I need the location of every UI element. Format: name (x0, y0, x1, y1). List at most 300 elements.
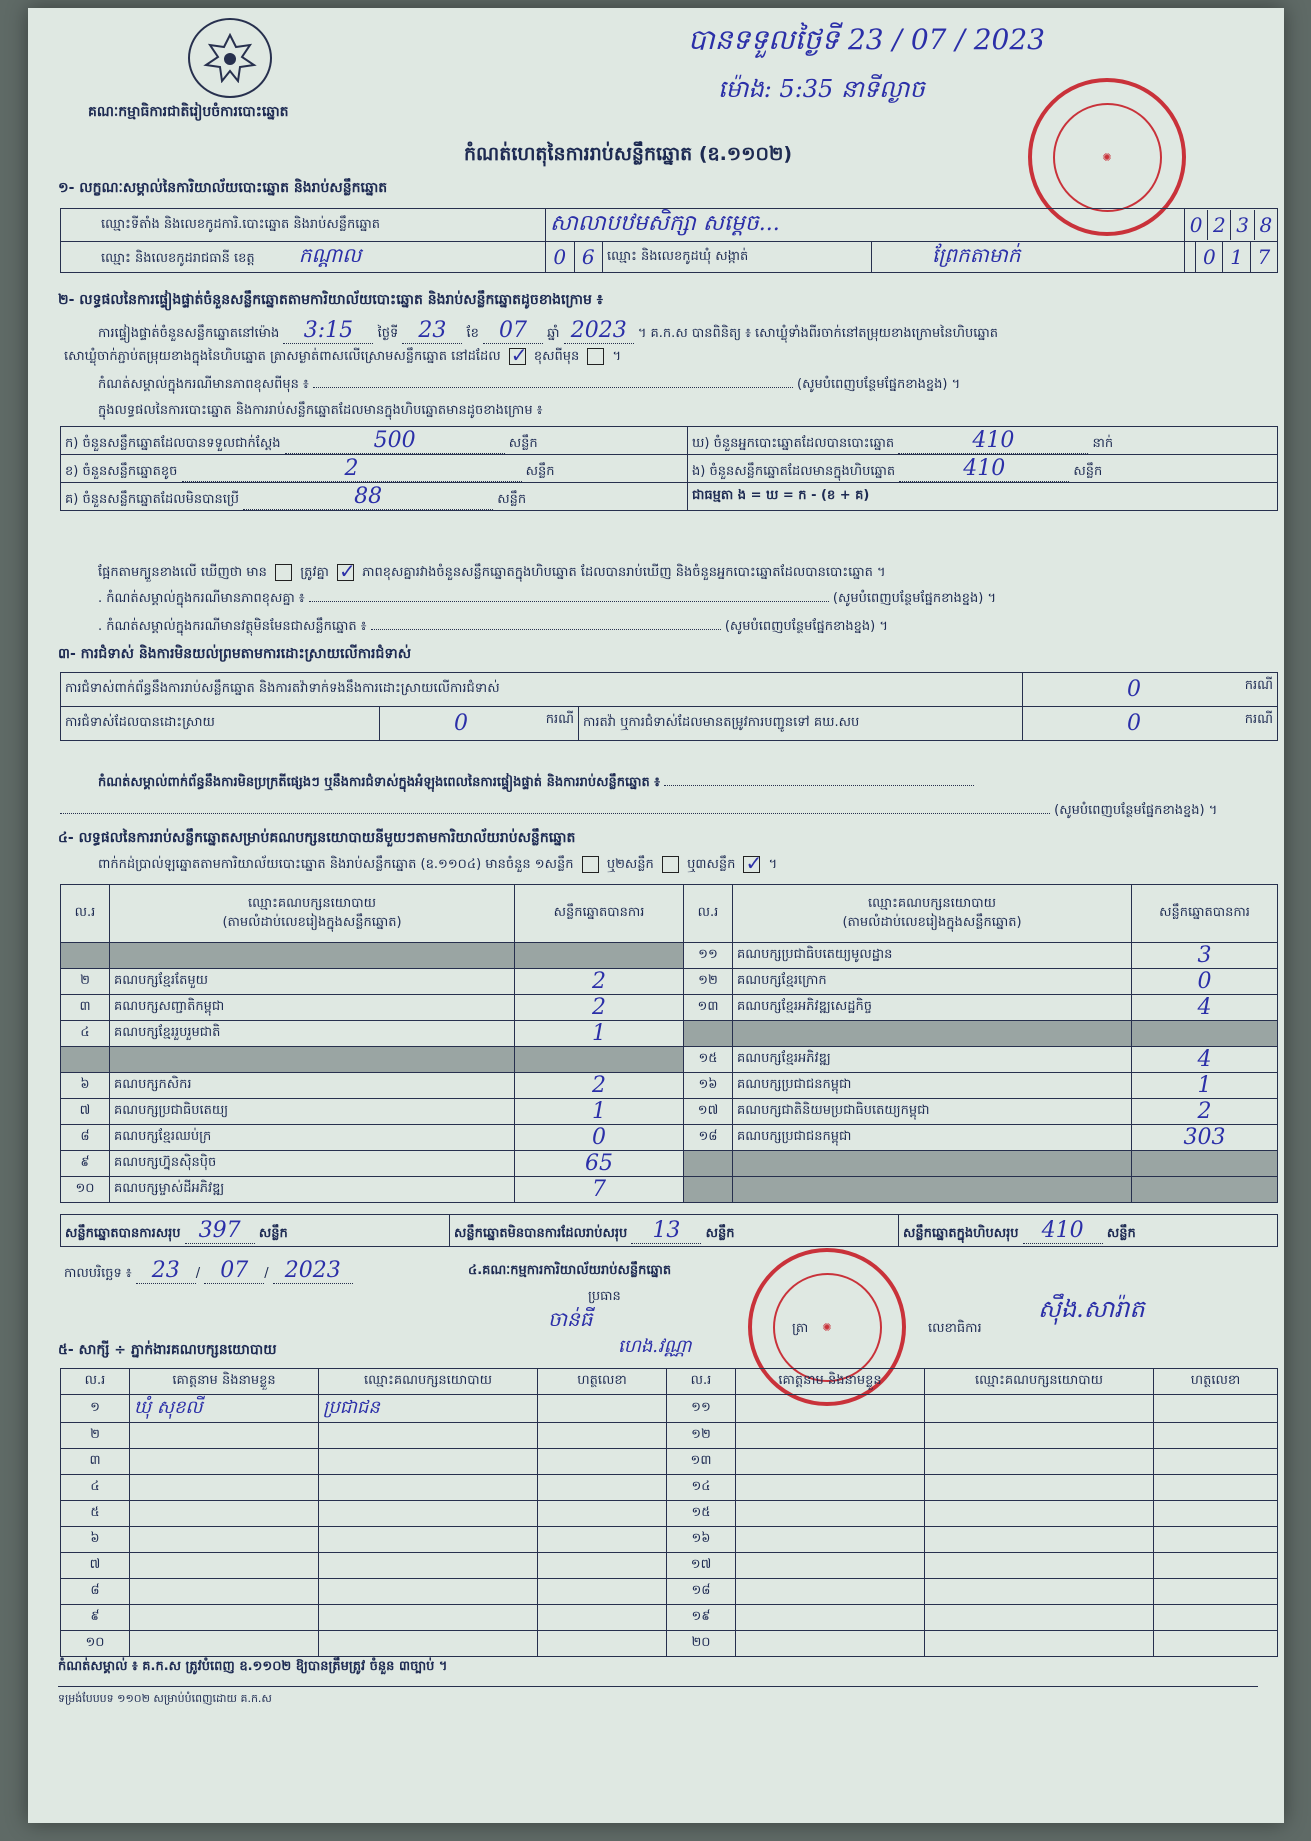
witness-no: ១៤ (667, 1475, 736, 1501)
witness-party[interactable] (319, 1553, 538, 1579)
witness-row (61, 1527, 1278, 1553)
party-no (61, 1047, 110, 1073)
match-checkbox[interactable] (337, 564, 354, 581)
voters-value: 410 (898, 428, 1088, 454)
box-total: 410 (1023, 1218, 1103, 1244)
party-votes: 0 (1132, 969, 1278, 995)
unit-label: នាក់ (1092, 435, 1114, 451)
witness-party[interactable] (925, 1449, 1154, 1475)
valid-total: 397 (185, 1218, 255, 1244)
chair-label: ប្រធាន (588, 1289, 621, 1304)
verify-month: 07 (483, 318, 543, 344)
col-name: គោត្តនាម និងនាមខ្លួន (130, 1369, 319, 1395)
witness-no: ១៨ (667, 1579, 736, 1605)
witness-signature[interactable] (538, 1527, 667, 1553)
witness-name[interactable] (736, 1605, 925, 1631)
changed-label: ខុសពីមុន (533, 349, 580, 364)
party-row (61, 1177, 1278, 1203)
witness-signature[interactable] (1154, 1527, 1278, 1553)
col-party (110, 885, 515, 943)
change-note-field[interactable] (313, 387, 793, 388)
col-sign: ហត្ថលេខា (538, 1369, 667, 1395)
objection-count: 0 (1127, 677, 1141, 702)
note-hint: (សូមបំពេញបន្ថែមផ្នែកខាងខ្នង) ។ (1054, 803, 1218, 818)
seal-check-line: សោឃ្លុំចាក់ភ្ជាប់តម្រុយខាងក្នុងនៃហិបឆ្នោត ត្រាសម្ងាត់ពាសលើស្រោមសន្លឹកឆ្នោត នៅដដែល ✓ ខុសពីមុន ។ (64, 348, 621, 367)
witness-no: ៦ (61, 1527, 130, 1553)
witness-no: ២ (61, 1423, 130, 1449)
col-party: ឈ្មោះគណបក្សនយោបាយ (319, 1369, 538, 1395)
witness-name[interactable] (736, 1579, 925, 1605)
col-no: ល.រ (61, 885, 110, 943)
party-no (61, 943, 110, 969)
unit-label: សន្លឹក (1073, 463, 1103, 479)
col-no: ល.រ (667, 1369, 736, 1395)
party-name: គណបក្សប្រជាជនកម្ពុជា (733, 1073, 1132, 1099)
party-no: ៦ (61, 1073, 110, 1099)
objection-count-cell (1023, 673, 1278, 707)
witness-party[interactable] (925, 1605, 1154, 1631)
resolved-count: 0 (454, 711, 468, 736)
invalid-total: 13 (631, 1218, 701, 1244)
code-digit: 6 (581, 245, 595, 269)
irregularity-note-line2 (60, 802, 1217, 821)
party-votes: 2 (515, 969, 684, 995)
party-no: ៣ (61, 995, 110, 1021)
witness-signature[interactable] (538, 1605, 667, 1631)
witness-no: ១៧ (667, 1553, 736, 1579)
witness-name[interactable] (130, 1553, 319, 1579)
col-party-sub: (តាមលំដាប់លេខរៀងក្នុងសន្លឹកឆ្នោត) (842, 914, 1022, 930)
sheet-count-line: ពាក់កដ់ប្រាល់ឡឆ្នោតតាមការិយាល័យបោះឆ្នោត និងរាប់សន្លឹកឆ្នោត (ឧ.១១០៤) មានចំនួន ១សន្លឹក ឬ២សន្លឹក ឬ៣សន្លឹក ✓ ។ (98, 856, 777, 875)
voters-row (688, 427, 1278, 455)
party-row (61, 995, 1278, 1021)
party-no: ១៥ (684, 1047, 733, 1073)
section2-heading: ២- លទ្ធផលនៃការផ្ទៀងផ្ទាត់ចំនួនសន្លឹកឆ្នោតតាមការិយាល័យបោះឆ្នោត និងរាប់សន្លឹកឆ្នោតដូចខាងក្រោម ៖ (58, 292, 603, 308)
col-party-title: ឈ្មោះគណបក្សនយោបាយ (868, 895, 996, 911)
witness-party[interactable] (319, 1475, 538, 1501)
party-votes: 7 (515, 1177, 684, 1203)
three-sheet-checkbox[interactable] (743, 856, 760, 873)
witness-name[interactable] (736, 1475, 925, 1501)
case-label: ករណី (545, 712, 574, 727)
party-no: ១២ (684, 969, 733, 995)
sheet-count-text: ពាក់កដ់ប្រាល់ឡឆ្នោតតាមការិយាល័យបោះឆ្នោត និងរាប់សន្លឹកឆ្នោត (ឧ.១១០៤) មានចំនួន ១សន្លឹក (98, 857, 574, 872)
spoiled-ballots-row (61, 455, 688, 483)
verify-text: ការផ្ទៀងផ្ទាត់ចំនួនសន្លឹកឆ្នោតនៅម៉ោង (98, 326, 280, 341)
party-row (61, 1073, 1278, 1099)
witness-signature[interactable] (1154, 1395, 1278, 1423)
discrepancy-note-field[interactable] (309, 601, 829, 602)
witness-no: ១៩ (667, 1605, 736, 1631)
witness-signature[interactable] (1154, 1423, 1278, 1449)
witness-row (61, 1553, 1278, 1579)
witness-name[interactable] (736, 1449, 925, 1475)
witness-party[interactable] (925, 1395, 1154, 1423)
witness-no: ១២ (667, 1423, 736, 1449)
col-party-title: ឈ្មោះគណបក្សនយោបាយ (248, 895, 376, 911)
witness-signature[interactable] (1154, 1579, 1278, 1605)
witness-name: ឃុំ សុខលី (130, 1395, 319, 1423)
party-name (110, 1047, 515, 1073)
col-sign: ហត្ថលេខា (1154, 1369, 1278, 1395)
party-row (61, 1021, 1278, 1047)
party-votes: 65 (515, 1151, 684, 1177)
intact-checkbox[interactable] (509, 348, 526, 365)
code-digit: 7 (1257, 245, 1271, 269)
party-row (61, 969, 1278, 995)
stamp-label: ត្រា (792, 1321, 809, 1336)
box-ballots-value: 410 (899, 456, 1069, 482)
party-votes: 1 (515, 1021, 684, 1047)
verify-text: ថ្ងៃទី (377, 326, 399, 341)
witness-signature[interactable] (538, 1501, 667, 1527)
col-party (733, 885, 1132, 943)
witness-name[interactable] (736, 1527, 925, 1553)
witness-name[interactable] (130, 1475, 319, 1501)
party-name (733, 1177, 1132, 1203)
commune-value: ព្រែកតាមាក់ (872, 242, 1185, 273)
referred-label: ការតវ៉ា ឬការជំទាស់ដែលមានតម្រូវការបញ្ជូនទៅ គឃ.សប (579, 707, 1023, 741)
valid-total-label: សន្លឹកឆ្នោតបានការសរុប (65, 1225, 181, 1241)
commune-label: ឈ្មោះ និងលេខកូដឃុំ សង្កាត់ (603, 242, 872, 273)
party-rows (61, 943, 1278, 1203)
witness-row (61, 1423, 1278, 1449)
party-votes (1132, 1151, 1278, 1177)
date-year: 2023 (273, 1258, 353, 1284)
witness-party[interactable] (319, 1449, 538, 1475)
party-row (61, 1047, 1278, 1073)
section5-heading: ៥- សាក្សី ÷ ភ្នាក់ងារគណបក្សនយោបាយ (58, 1342, 277, 1358)
unit-label: សន្លឹក (508, 435, 538, 451)
party-row (61, 1125, 1278, 1151)
witness-name[interactable] (130, 1501, 319, 1527)
box-ballots-label: ង) ចំនួនសន្លឹកឆ្នោតដែលមានក្នុងហិបឆ្នោត (692, 463, 896, 479)
witness-no: ៣ (61, 1449, 130, 1475)
witness-signature[interactable] (538, 1449, 667, 1475)
party-no: ២ (61, 969, 110, 995)
box-total-cell (899, 1215, 1278, 1247)
party-no (684, 1177, 733, 1203)
party-votes (1132, 1021, 1278, 1047)
form-title: កំណត់ហេតុនៃការរាប់សន្លឹកឆ្នោត (ឧ.១១០២) (464, 143, 793, 165)
party-votes (515, 943, 684, 969)
witness-signature[interactable] (538, 1395, 667, 1423)
party-no: ១៧ (684, 1099, 733, 1125)
discrepancy-note (98, 590, 996, 609)
witness-no: ១០ (61, 1631, 130, 1657)
discrepancy-label: ភាពខុសគ្នារវាងចំនួនសន្លឹកឆ្នោតក្នុងហិបឆ្នោត ដែលបានរាប់ឃើញ និងចំនួនអ្នកបោះឆ្នោតដែលបានបោះឆ្នោត ។ (362, 565, 886, 580)
verify-year: 2023 (564, 318, 634, 344)
col-votes: សន្លឹកឆ្នោតបានការ (515, 885, 684, 943)
witness-name[interactable] (736, 1423, 925, 1449)
irregularity-note-field-2[interactable] (60, 813, 1050, 814)
verify-line (98, 318, 998, 344)
witness-row (61, 1395, 1278, 1423)
party-votes (515, 1047, 684, 1073)
commune-code (1185, 242, 1278, 273)
province-code (546, 242, 603, 273)
party-name: គណបក្សខ្មែរអភិវឌ្ឍសេដ្ឋកិច្ច (733, 995, 1132, 1021)
witness-no: ១ (61, 1395, 130, 1423)
witness-rows (61, 1395, 1278, 1657)
section1-heading: ១- លក្ខណៈសម្គាល់នៃការិយាល័យបោះឆ្នោត និងរាប់សន្លឹកឆ្នោត (58, 180, 388, 196)
box-total-label: សន្លឹកឆ្នោតក្នុងហិបសរុប (903, 1225, 1019, 1241)
witness-party[interactable] (319, 1631, 538, 1657)
box-ballots-row (688, 455, 1278, 483)
location-label: ឈ្មោះទីតាំង និងលេខកូដការិ.បោះឆ្នោត និងរាប់សន្លឹកឆ្នោត (61, 209, 546, 242)
section4-heading: ៤- លទ្ធផលនៃការរាប់សន្លឹកឆ្នោតសម្រាប់គណបក្សនយោបាយនីមួយៗតាមការិយាល័យរាប់សន្លឹកឆ្នោត (58, 830, 576, 846)
col-party-sub: (តាមលំដាប់លេខរៀងក្នុងសន្លឹកឆ្នោត) (222, 914, 402, 930)
match-label: ត្រូវគ្នា (300, 565, 329, 580)
party-name: គណបក្សខ្មែររួបរួមជាតិ (110, 1021, 515, 1047)
party-votes: 3 (1132, 943, 1278, 969)
spoiled-ballots-label: ខ) ចំនួនសន្លឹកឆ្នោតខូច (65, 463, 178, 479)
col-votes: សន្លឹកឆ្នោតបានការ (1132, 885, 1278, 943)
ballot-count-form (28, 8, 1284, 1823)
check-text: ផ្អែកតាមក្បួនខាងលើ ឃើញថា មាន (98, 565, 267, 580)
received-date: បានទទួលថ្ងៃទី 23 / 07 / 2023 (688, 23, 1045, 56)
code-digit-empty (1185, 242, 1196, 272)
code-digit: 8 (1259, 213, 1273, 237)
witness-no: ៥ (61, 1501, 130, 1527)
party-votes: 2 (1132, 1099, 1278, 1125)
party-votes: 0 (515, 1125, 684, 1151)
secretary-label: លេខាធិការ (928, 1321, 982, 1336)
witness-party[interactable] (925, 1475, 1154, 1501)
party-no: ១៨ (684, 1125, 733, 1151)
witness-party[interactable] (319, 1579, 538, 1605)
witness-signature[interactable] (538, 1631, 667, 1657)
witness-name[interactable] (736, 1631, 925, 1657)
party-results-table (60, 884, 1278, 1203)
party-name: គណបក្សកសិករ (110, 1073, 515, 1099)
witness-signature[interactable] (538, 1475, 667, 1501)
witness-name[interactable] (130, 1527, 319, 1553)
party-name: គណបក្សខ្មែរតែមួយ (110, 969, 515, 995)
witness-signature[interactable] (1154, 1553, 1278, 1579)
witness-signature[interactable] (1154, 1501, 1278, 1527)
witness-name[interactable] (736, 1553, 925, 1579)
code-digit: 3 (1231, 210, 1254, 240)
party-no: ៨ (61, 1125, 110, 1151)
chair-name: ចាន់ធី (548, 1307, 593, 1331)
party-votes: 2 (515, 995, 684, 1021)
footer-divider (58, 1686, 1258, 1687)
code-digit: 0 (1196, 242, 1223, 272)
witness-name[interactable] (130, 1449, 319, 1475)
party-name: គណបក្សសញ្ជាតិកម្ពុជា (110, 995, 515, 1021)
witness-party[interactable] (925, 1527, 1154, 1553)
committee-name: គណៈកម្មាធិការជាតិរៀបចំការបោះឆ្នោត (88, 104, 289, 120)
party-votes: 1 (515, 1099, 684, 1125)
date-day: 23 (136, 1258, 196, 1284)
witness-name[interactable] (736, 1501, 925, 1527)
party-name: គណបក្សជាតិនិយមប្រជាធិបតេយ្យកម្ពុជា (733, 1099, 1132, 1125)
irregularity-note-label: កំណត់សម្គាល់ពាក់ព័ន្ធនឹងការមិនប្រក្រតីផ្សេងៗ ឬនឹងការជំទាស់ក្នុងអំឡុងពេលនៃការផ្ទៀងផ្ទាត់ និងការរាប់សន្លឹកឆ្នោត ៖ (98, 775, 660, 790)
witness-name[interactable] (130, 1631, 319, 1657)
party-votes: 1 (1132, 1073, 1278, 1099)
foreign-object-note-field[interactable] (371, 629, 721, 630)
party-votes: 4 (1132, 1047, 1278, 1073)
witness-signature[interactable] (1154, 1631, 1278, 1657)
witness-signature[interactable] (1154, 1475, 1278, 1501)
col-party: ឈ្មោះគណបក្សនយោបាយ (925, 1369, 1154, 1395)
party-name (733, 1151, 1132, 1177)
party-name: គណបក្សម្ចាស់ដីអភិវឌ្ឍ (110, 1177, 515, 1203)
secretary-signature: ស៊ឹង.សារ៉ាត (1038, 1295, 1145, 1323)
verify-text: ។ គ.ក.ស បានពិនិត្យ ៖ សោឃ្លុំទាំងពីរចាក់នៅតម្រុយខាងក្រោមនៃហិបឆ្នោត (637, 326, 998, 341)
party-name (733, 1021, 1132, 1047)
count-date: កាលបរិច្ឆេទ ៖ 23 / 07 / 2023 (64, 1258, 353, 1284)
party-name (110, 943, 515, 969)
witness-name[interactable] (130, 1579, 319, 1605)
verify-time: 3:15 (283, 318, 373, 344)
witness-party[interactable] (319, 1605, 538, 1631)
witness-no: ១៣ (667, 1449, 736, 1475)
case-label: ករណី (1244, 678, 1273, 693)
witness-signature[interactable] (1154, 1605, 1278, 1631)
party-name: គណបក្សប្រជាធិបតេយ្យមូលដ្ឋាន (733, 943, 1132, 969)
witness-signature[interactable] (538, 1553, 667, 1579)
code-digit: 0 (1185, 210, 1208, 240)
location-code (1185, 209, 1278, 242)
irregularity-note (98, 774, 974, 793)
unit-label: សន្លឹក (525, 463, 555, 479)
change-note-hint: (សូមបំពេញបន្ថែមផ្នែកខាងខ្នង) ។ (797, 377, 961, 392)
party-no: ៤ (61, 1021, 110, 1047)
invalid-total-label: សន្លឹកឆ្នោតមិនបានការដែលរាប់សរុប (454, 1225, 628, 1241)
verify-day: 23 (402, 318, 462, 344)
objection-table (60, 672, 1278, 741)
witness-party[interactable] (925, 1423, 1154, 1449)
note-hint: (សូមបំពេញបន្ថែមផ្នែកខាងខ្នង) ។ (832, 591, 997, 606)
witness-no: ១៦ (667, 1527, 736, 1553)
party-name: គណបក្សខ្មែរឈប់ក្រ (110, 1125, 515, 1151)
party-no (684, 1151, 733, 1177)
party-row (61, 943, 1278, 969)
party-no: ១៦ (684, 1073, 733, 1099)
witness-party[interactable] (319, 1423, 538, 1449)
witness-no: ៤ (61, 1475, 130, 1501)
col-no: ល.រ (684, 885, 733, 943)
voters-label: ឃ) ចំនួនអ្នកបោះឆ្នោតដែលបានបោះឆ្នោត (692, 435, 895, 451)
witness-row (61, 1475, 1278, 1501)
party-row (61, 1099, 1278, 1125)
witness-party: ប្រជាជន (319, 1395, 538, 1423)
witness-no: ៩ (61, 1605, 130, 1631)
consistency-check (98, 564, 886, 583)
witness-no: ៨ (61, 1579, 130, 1605)
party-row (61, 1151, 1278, 1177)
received-ballots-row (61, 427, 688, 455)
seal-text: សោឃ្លុំចាក់ភ្ជាប់តម្រុយខាងក្នុងនៃហិបឆ្នោត ត្រាសម្ងាត់ពាសលើស្រោមសន្លឹកឆ្នោត នៅដដែល (64, 349, 501, 364)
three-sheet-label: ឬ៣សន្លឹក (687, 857, 736, 872)
witness-no: ២០ (667, 1631, 736, 1657)
section1-table (60, 208, 1278, 273)
unused-ballots-row (61, 483, 688, 511)
witness-table (60, 1368, 1278, 1657)
unused-ballots-label: គ) ចំនួនសន្លឹកឆ្នោតដែលមិនបានប្រើ (65, 491, 239, 507)
verify-text: ខែ (466, 326, 479, 341)
witness-name[interactable] (736, 1395, 925, 1423)
party-no: ១០ (61, 1177, 110, 1203)
referred-count: 0 (1127, 711, 1141, 736)
witness-party[interactable] (925, 1631, 1154, 1657)
results-table (60, 426, 1278, 511)
party-votes: 2 (515, 1073, 684, 1099)
witness-signature[interactable] (538, 1423, 667, 1449)
date-month: 07 (204, 1258, 264, 1284)
change-note-label: កំណត់សម្គាល់ក្នុងករណីមានភាពខុសពីមុន ៖ (98, 377, 309, 392)
party-name: គណបក្សខ្មែរក្រោក (733, 969, 1132, 995)
party-no: ១១ (684, 943, 733, 969)
witness-party[interactable] (925, 1501, 1154, 1527)
unit-label: សន្លឹក (258, 1225, 288, 1241)
discrepancy-checkbox[interactable] (275, 564, 292, 581)
witness-signature[interactable] (1154, 1449, 1278, 1475)
received-ballots-value: 500 (285, 428, 505, 454)
witness-no: ១៥ (667, 1501, 736, 1527)
witness-row (61, 1631, 1278, 1657)
discrepancy-note-label: . កំណត់សម្គាល់ក្នុងករណីមានភាពខុសគ្នា ៖ (98, 591, 305, 606)
case-label: ករណី (1244, 712, 1273, 727)
witness-name[interactable] (130, 1605, 319, 1631)
chair-signature: ហេង.វណ្ណា (618, 1336, 692, 1357)
one-sheet-checkbox[interactable] (582, 856, 599, 873)
witness-party[interactable] (319, 1501, 538, 1527)
witness-row (61, 1501, 1278, 1527)
unit-label: សន្លឹក (1106, 1225, 1136, 1241)
witness-name[interactable] (130, 1423, 319, 1449)
date-label: កាលបរិច្ឆេទ ៖ (64, 1266, 132, 1281)
party-votes: 4 (1132, 995, 1278, 1021)
province-label-text: ឈ្មោះ និងលេខកូដរាជធានី ខេត្ត (101, 251, 255, 266)
witness-row (61, 1579, 1278, 1605)
totals-table (60, 1214, 1278, 1247)
witness-party[interactable] (925, 1553, 1154, 1579)
received-ballots-label: ក) ចំនួនសន្លឹកឆ្នោតដែលបានទទួលជាក់ស្តែង (65, 435, 281, 451)
witness-party[interactable] (319, 1527, 538, 1553)
province-label (61, 242, 546, 273)
committee-label: ៤.គណៈកម្មការការិយាល័យរាប់សន្លឹកឆ្នោត (468, 1263, 672, 1278)
party-no: ៧ (61, 1099, 110, 1125)
footnote: កំណត់សម្គាល់ ៖ គ.ក.ស ត្រូវបំពេញ ឧ.១១០២ ឱ្យបានត្រឹមត្រូវ ចំនួន ៣ច្បាប់ ។ (58, 1659, 448, 1674)
col-name: គោត្តនាម និងនាមខ្លួន (736, 1369, 925, 1395)
witness-signature[interactable] (538, 1579, 667, 1605)
stamp-emblem-icon: ✺ (773, 1273, 882, 1382)
witness-party[interactable] (925, 1579, 1154, 1605)
code-digit: 0 (546, 242, 574, 272)
objection-label: ការជំទាស់ពាក់ព័ន្ធនឹងការរាប់សន្លឹកឆ្នោត និងការតវ៉ាទាក់ទងនឹងការដោះស្រាយលើការជំទាស់ (61, 673, 1023, 707)
code-digit: 1 (1223, 242, 1250, 272)
section3-heading: ៣- ការជំទាស់ និងការមិនយល់ព្រមតាមការដោះស្រាយលើការជំទាស់ (58, 646, 412, 662)
results-intro: ក្នុងលទ្ធផលនៃការបោះឆ្នោត និងការរាប់សន្លឹកឆ្នោតដែលមានក្នុងហិបឆ្នោតមានដូចខាងក្រោម ៖ (98, 403, 543, 418)
spoiled-ballots-value: 2 (182, 456, 522, 482)
two-sheet-checkbox[interactable] (662, 856, 679, 873)
province-value: កណ្ដាល (298, 243, 362, 267)
verify-text: ឆ្នាំ (547, 326, 560, 341)
party-no (684, 1021, 733, 1047)
emblem-icon (188, 18, 272, 98)
changed-checkbox[interactable] (587, 348, 604, 365)
received-time: ម៉ោង: 5:35 នាទីល្ងាច (718, 75, 925, 103)
party-name: គណបក្សប្រជាជនកម្ពុជា (733, 1125, 1132, 1151)
form-code: ទម្រង់បែបបទ ១១០២ សម្រាប់បំពេញដោយ គ.ក.ស (58, 1692, 272, 1705)
irregularity-note-field[interactable] (664, 785, 974, 786)
change-note-line (98, 376, 960, 395)
invalid-total-cell (450, 1215, 899, 1247)
two-sheet-label: ឬ២សន្លឹក (606, 857, 654, 872)
